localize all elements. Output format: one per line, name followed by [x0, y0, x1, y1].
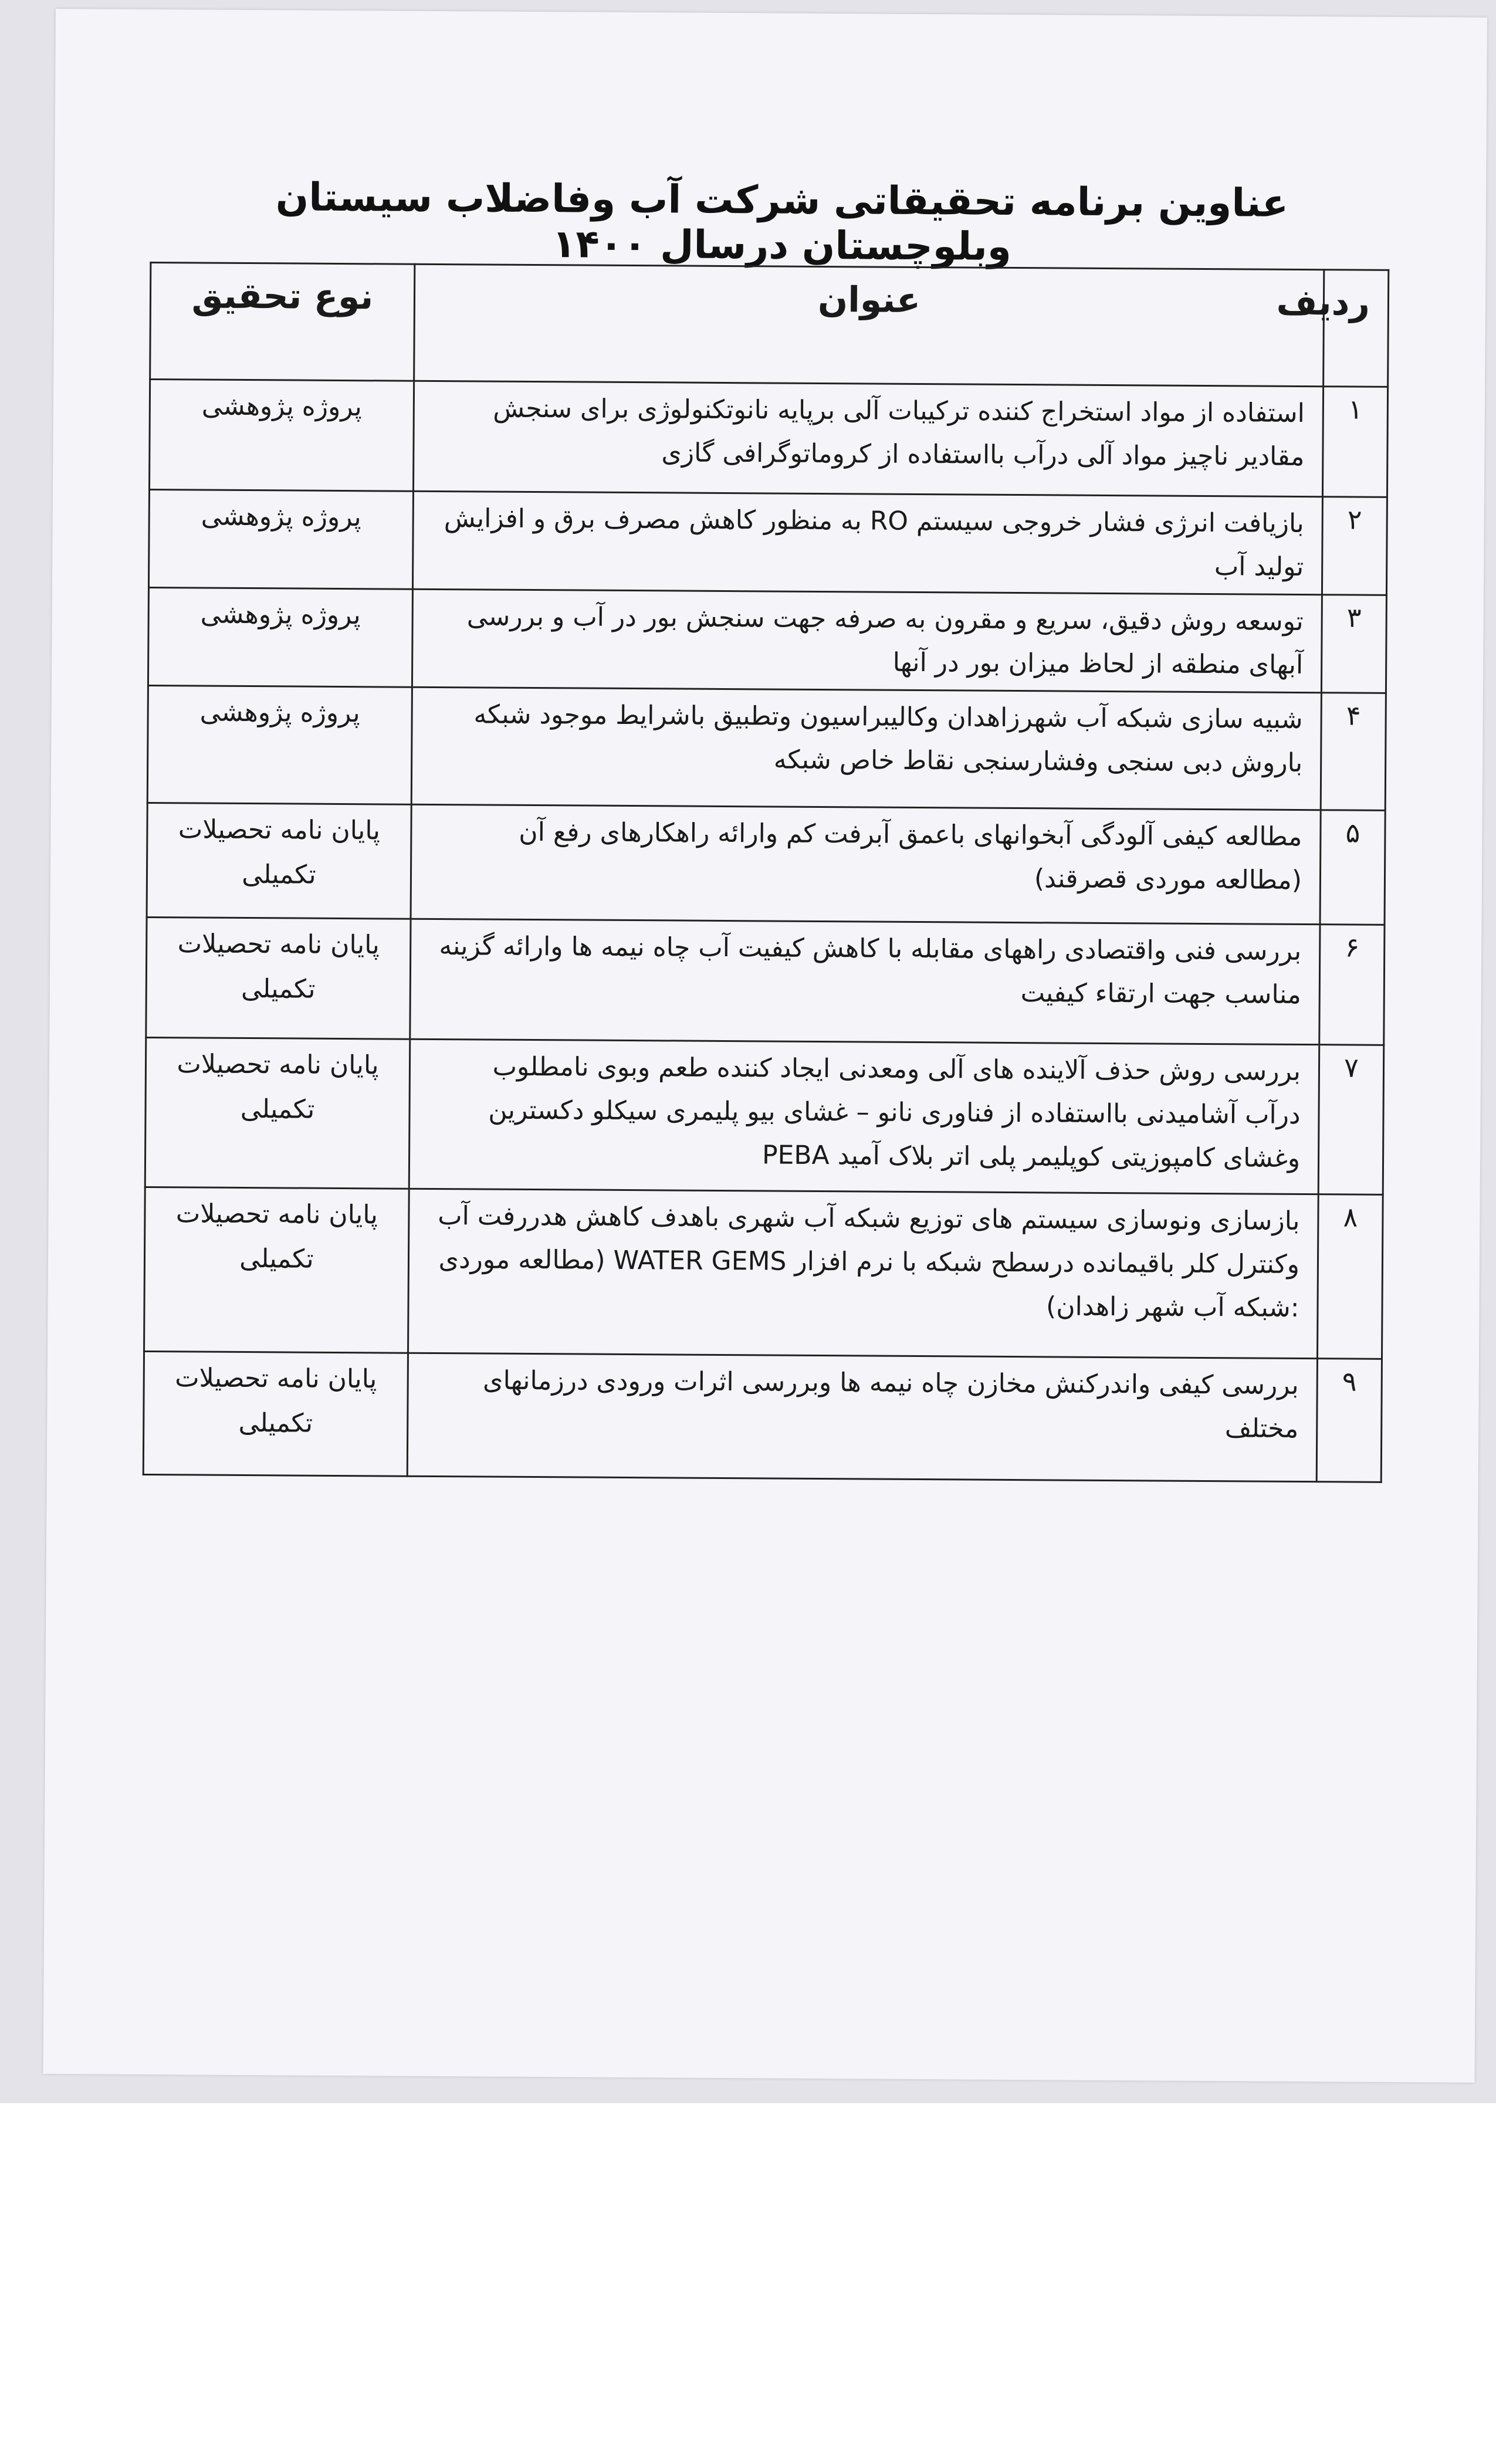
table-row [149, 379, 1387, 497]
document-title: عناوین برنامه تحقیقاتی شرکت آب وفاضلاب سیستان وبلوچستان درسال ۱۴۰۰ [275, 174, 1289, 269]
table-row [147, 803, 1385, 925]
research-title: بررسی کیفی واندرکنش مخازن چاه نیمه ها وبررسی اثرات ورودی درزمانهای مختلف [407, 1353, 1317, 1481]
table-row [148, 587, 1386, 693]
research-title: بازسازی ونوسازی سیستم های توزیع شبکه آب شهری باهدف کاهش هدررفت آب وکنترل کلر باقیمانده درسطح شبکه با نرم افزار WATER GEMS (مطالعه موردی :شبکه آب شهر زاهدان) [408, 1189, 1319, 1358]
table-row [144, 1187, 1383, 1359]
research-title: شبیه سازی شبکه آب شهرزاهدان وکالیبراسیون وتطبیق باشرایط موجود شبکه باروش دبی سنجی وفشارسنجی نقاط خاص شبکه [411, 687, 1321, 810]
table-row [143, 1351, 1382, 1482]
table-header-row [150, 262, 1389, 387]
column-header-title: عنوان [414, 264, 1324, 386]
research-table [143, 262, 1390, 1483]
research-title: بازیافت انرژی فشار خروجی سیستم RO به منظور کاهش مصرف برق و افزایش تولید آب [412, 491, 1322, 594]
row-number: ۹ [1316, 1359, 1382, 1483]
document-page [43, 9, 1487, 2083]
research-title: مطالعه کیفی آلودگی آبخوانهای باعمق آبرفت کم وارائه راهکارهای رفع آن (مطالعه موردی قصرقند) [411, 804, 1321, 924]
research-type: پایان نامه تحصیلات تکمیلی [144, 1187, 409, 1353]
row-number: ۶ [1319, 925, 1385, 1045]
research-title: بررسی فنی واقتصادی راههای مقابله با کاهش کیفیت آب چاه نیمه ها وارائه گزینه مناسب جهت ارتقاء کیفیت [410, 919, 1320, 1044]
research-type: پروژه پژوهشی [148, 489, 413, 589]
table-row [148, 489, 1387, 595]
table-row [145, 1037, 1384, 1194]
research-type: پایان نامه تحصیلات تکمیلی [147, 803, 411, 919]
research-type: پروژه پژوهشی [149, 379, 414, 491]
row-number: ۱ [1322, 387, 1387, 497]
row-number: ۷ [1318, 1045, 1384, 1195]
table-row [147, 685, 1386, 810]
column-header-row-number: ردیف [1324, 270, 1389, 387]
research-title: توسعه روش دقیق، سریع و مقرون به صرفه جهت سنجش بور در آب و بررسی آبهای منطقه از لحاظ میزان بور در آنها [412, 589, 1322, 692]
row-number: ۴ [1321, 693, 1386, 811]
column-header-type: نوع تحقیق [150, 262, 415, 381]
row-number: ۸ [1317, 1194, 1383, 1359]
table-row [146, 917, 1385, 1045]
research-type: پایان نامه تحصیلات تکمیلی [143, 1351, 408, 1476]
row-number: ۲ [1322, 497, 1387, 595]
research-type: پایان نامه تحصیلات تکمیلی [145, 1037, 410, 1189]
research-type: پروژه پژوهشی [147, 685, 412, 804]
row-number: ۵ [1320, 810, 1385, 925]
research-title: استفاده از مواد استخراج کننده ترکیبات آلی برپایه نانوتکنولوژی برای سنجش مقادیر ناچیز مواد آلی درآب بااستفاده از کروماتوگرافی گازی [413, 381, 1323, 496]
row-number: ۳ [1321, 595, 1386, 693]
research-type: پروژه پژوهشی [148, 587, 412, 687]
research-type: پایان نامه تحصیلات تکمیلی [146, 917, 411, 1039]
research-title: بررسی روش حذف آلاینده های آلی ومعدنی ایجاد کننده طعم وبوی نامطلوب درآب آشامیدنی بااستفاده از فناوری نانو – غشای بیو پلیمری سیکلو دکسترین وغشای کامپوزیتی کوپلیمر پلی اتر بلاک آمید PEBA [409, 1039, 1319, 1194]
